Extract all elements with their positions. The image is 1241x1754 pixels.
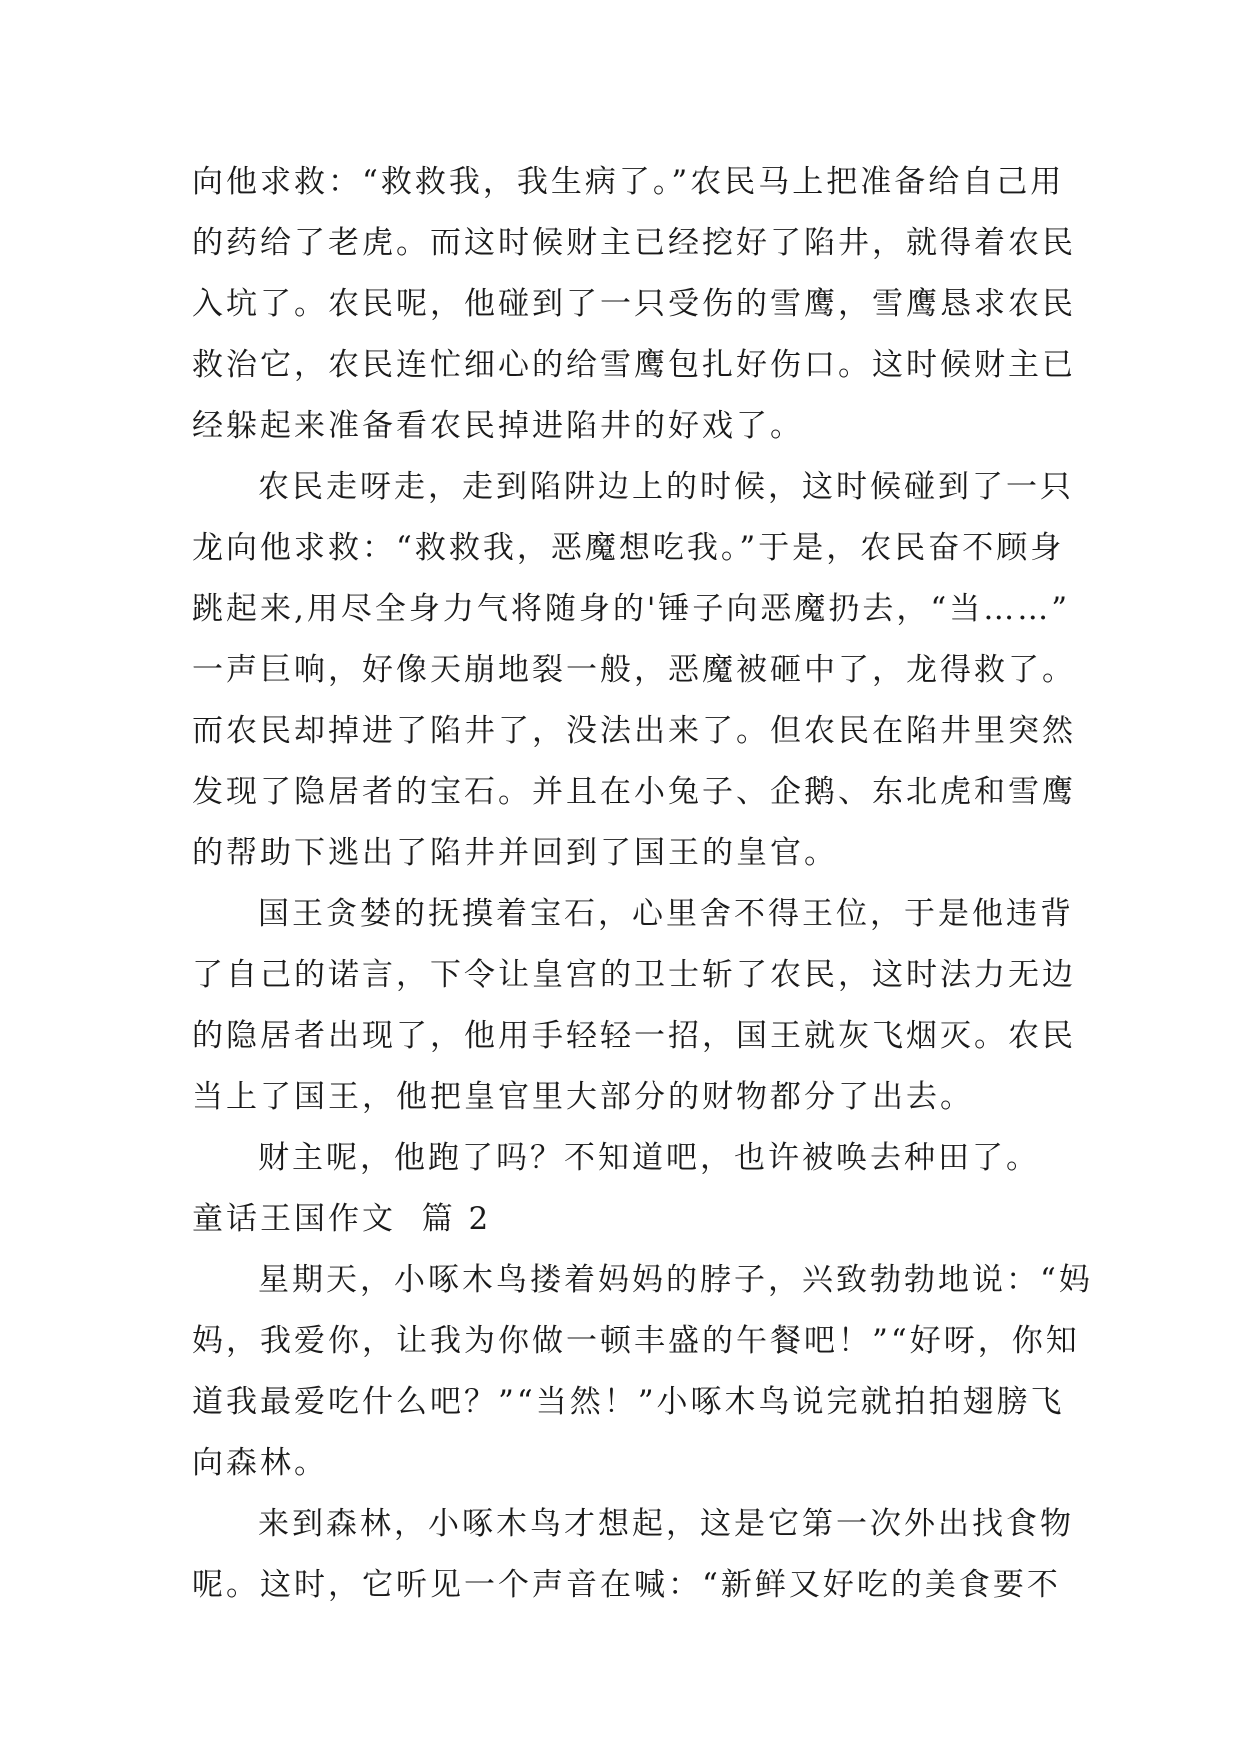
text-line: 的隐居者出现了，他用手轻轻一招，国王就灰飞烟灭。农民 <box>192 1018 1076 1054</box>
paragraph-4 <box>192 1128 1072 1189</box>
text-line: 了自己的诺言，下令让皇宫的卫士斩了农民，这时法力无边 <box>192 957 1076 993</box>
text-line: 发现了隐居者的宝石。并且在小兔子、企鹅、东北虎和雪鹰 <box>192 774 1076 810</box>
text-line: 道我最爱吃什么吧？”“当然！”小啄木鸟说完就拍拍翅膀飞 <box>192 1384 1065 1420</box>
text-line: 一声巨响，好像天崩地裂一般，恶魔被砸中了，龙得救了。 <box>192 652 1076 688</box>
text-line: 的药给了老虎。而这时候财主已经挖好了陷井，就得着农民 <box>192 225 1076 261</box>
text-line: 呢。这时，它听见一个声音在喊：“新鲜又好吃的美食要不 <box>192 1567 1061 1603</box>
text-line: 经躲起来准备看农民掉进陷井的好戏了。 <box>192 408 804 444</box>
paragraph-2 <box>192 457 1076 884</box>
text-line: 国王贪婪的抚摸着宝石，心里舍不得王位，于是他违背 <box>258 896 1074 932</box>
document-body <box>192 152 1093 1616</box>
text-line: 来到森林，小啄木鸟才想起，这是它第一次外出找食物 <box>258 1506 1074 1542</box>
text-line: 龙向他求救：“救救我，恶魔想吃我。”于是，农民奋不顾身 <box>192 530 1065 566</box>
text-line: 妈，我爱你，让我为你做一顿丰盛的午餐吧！”“好呀，你知 <box>192 1323 1080 1359</box>
paragraph-6 <box>192 1494 1072 1616</box>
text-line: 当上了国王，他把皇官里大部分的财物都分了出去。 <box>192 1079 974 1115</box>
text-line: 向森林。 <box>192 1445 328 1481</box>
text-line: 的帮助下逃出了陷井并回到了国王的皇官。 <box>192 835 838 871</box>
paragraph-1 <box>192 152 1076 457</box>
section-heading: 童话王国作文 篇 2 <box>192 1201 492 1237</box>
paragraph-3 <box>192 884 1076 1128</box>
text-line: 跳起来,用尽全身力气将随身的'锤子向恶魔扔去，“当……” <box>192 591 1071 627</box>
text-line: 财主呢，他跑了吗？不知道吧，也许被唤去种田了。 <box>258 1140 1040 1176</box>
text-line: 入坑了。农民呢，他碰到了一只受伤的雪鹰，雪鹰恳求农民 <box>192 286 1076 322</box>
text-line: 向他求救：“救救我，我生病了。”农民马上把准备给自己用 <box>192 164 1065 200</box>
text-line: 星期天，小啄木鸟搂着妈妈的脖子，兴致勃勃地说：“妈 <box>258 1262 1093 1298</box>
text-line: 而农民却掉进了陷井了，没法出来了。但农民在陷井里突然 <box>192 713 1076 749</box>
text-line: 农民走呀走，走到陷阱边上的时候，这时候碰到了一只 <box>258 469 1074 505</box>
paragraph-5 <box>192 1250 1093 1494</box>
text-line: 救治它，农民连忙细心的给雪鹰包扎好伤口。这时候财主已 <box>192 347 1076 383</box>
